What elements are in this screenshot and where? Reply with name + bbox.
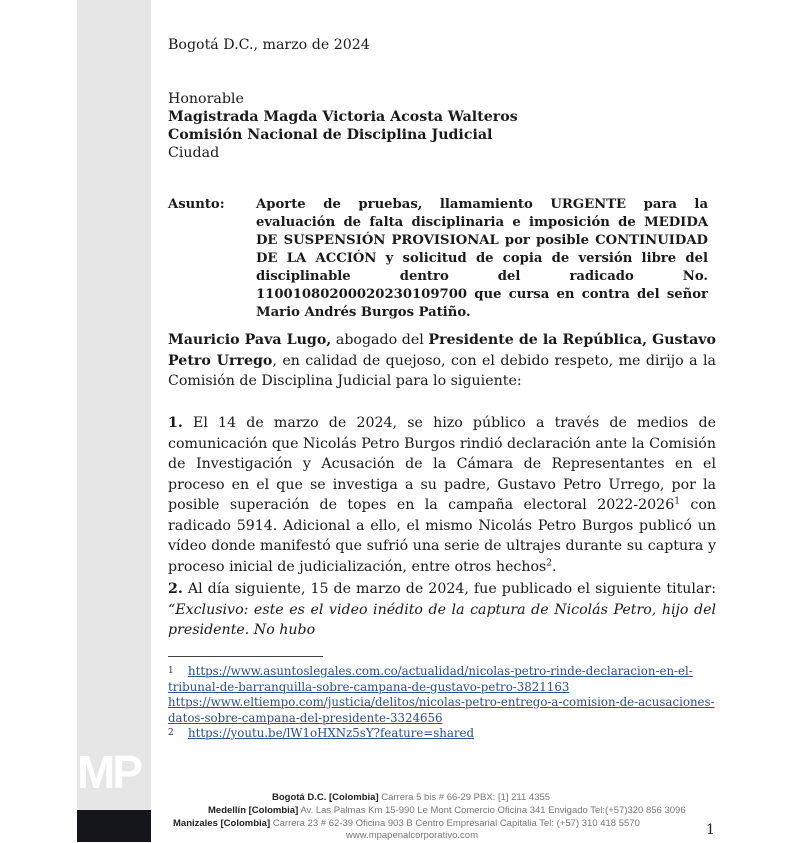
footer-medellin bbox=[208, 805, 686, 818]
footnote-1-number: 1 bbox=[168, 666, 174, 676]
firm-logo: MP bbox=[77, 746, 140, 798]
footer-medellin-address: Av. Las Palmas Km 15-990 Le Mont Comercio Oficina 341 Envigado Tel:(+57)320 856 3096 bbox=[298, 805, 686, 816]
footnotes bbox=[168, 664, 728, 742]
intro-rest: , en calidad de quejoso, con el debido respeto, me dirijo a la Comisión de Disciplina Judicial para lo siguiente: bbox=[168, 352, 717, 389]
footer-bogota bbox=[272, 792, 550, 805]
footnote-2-number: 2 bbox=[168, 728, 174, 738]
addressee-institution: Comisión Nacional de Disciplina Judicial bbox=[168, 127, 493, 143]
footnote-1-link-1[interactable]: https://www.asuntoslegales.com.co/actualidad/nicolas-petro-rinde-declaracion-en-el-tribunal-de-barranquilla-sobre-campana-de-gustavo-petro-3821163 bbox=[168, 664, 693, 694]
point-1-number: 1. bbox=[168, 415, 183, 431]
point-1-text-c: . bbox=[552, 558, 557, 575]
point-1-text-a: El 14 de marzo de 2024, se hizo público a través de medios de comunicación que Nicolás Petro Burgos rindió declaración ante la Comisión de Investigación y Acusación de la Cámara de Representantes en el proceso en el que se investiga a su padre, Gustavo Petro Urrego, por la posible superación de topes en la campaña electoral 2022-2026 bbox=[168, 415, 716, 513]
footnote-ref-1[interactable]: 1 bbox=[674, 496, 680, 507]
author-name: Mauricio Pava Lugo, bbox=[168, 332, 332, 348]
point-2-text: Al día siguiente, 15 de marzo de 2024, fue publicado el siguiente titular: bbox=[182, 581, 716, 597]
footer-bogota-address: Carrera 5 bis # 66-29 PBX: [1] 211 4355 bbox=[378, 792, 551, 803]
footer-manizales-city: Manizales [Colombia] bbox=[173, 818, 271, 829]
footer-manizales-address: Carrera 23 # 62-39 Oficina 903 B Centro Empresarial Capitalia Tel: (+57) 310 418 5570 bbox=[270, 818, 640, 829]
point-2-quote: “Exclusivo: este es el video inédito de la captura de Nicolás Petro, hijo del presidente. No hubo bbox=[168, 601, 716, 638]
addressee-salutation: Honorable bbox=[168, 91, 244, 107]
point-1-text-b: con radicado 5914. Adicional a ello, el mismo Nicolás Petro Burgos publicó un vídeo donde manifestó que sufrió una serie de ultrajes durante su captura y proceso inicial de judicialización, entre otros hechos bbox=[168, 497, 717, 575]
footnote-2 bbox=[168, 726, 728, 742]
addressee-name: Magistrada Magda Victoria Acosta Walteros bbox=[168, 109, 518, 125]
footnote-separator bbox=[168, 656, 323, 657]
addressee-block bbox=[168, 90, 518, 162]
subject-text: Aporte de pruebas, llamamiento URGENTE para la evaluación de falta disciplinaria e imposición de MEDIDA DE SUSPENSIÓN PROVISIONAL por posible CONTINUIDAD DE LA ACCIÓN y solicitud de copia de versión libre del disciplinable dentro del radicado No. 110010802000202301097​00 que cursa en contra del señor Mario Andrés Burgos Patiño. bbox=[256, 197, 708, 320]
intro-paragraph bbox=[168, 330, 716, 392]
footer-medellin-city: Medellín [Colombia] bbox=[208, 805, 299, 816]
subject-label: Asunto: bbox=[168, 197, 225, 212]
client-name: Presidente de la República, Gustavo Petro Urrego bbox=[168, 332, 716, 369]
letterhead-sidebar bbox=[77, 0, 151, 842]
page-number: 1 bbox=[706, 822, 715, 838]
sidebar-dark-block bbox=[77, 810, 151, 842]
addressee-city: Ciudad bbox=[168, 145, 220, 161]
point-1-paragraph bbox=[168, 413, 716, 577]
dateline: Bogotá D.C., marzo de 2024 bbox=[168, 37, 370, 53]
footer-bogota-city: Bogotá D.C. [Colombia] bbox=[272, 792, 379, 803]
footnote-1 bbox=[168, 664, 728, 695]
footer-manizales bbox=[173, 818, 640, 831]
subject-block bbox=[168, 196, 708, 322]
footnote-ref-2[interactable]: 2 bbox=[546, 557, 553, 568]
footnote-2-link-1[interactable]: https://youtu.be/lW1oHXNz5sY?feature=shared bbox=[188, 726, 475, 740]
point-2-number: 2. bbox=[168, 581, 183, 597]
point-2-paragraph bbox=[168, 579, 716, 641]
footnote-1-link-2[interactable]: https://www.eltiempo.com/justicia/delitos/nicolas-petro-entrego-a-comision-de-acusaciones-datos-sobre-campana-del-presidente-3324656 bbox=[168, 695, 715, 725]
intro-mid: abogado del bbox=[331, 332, 429, 348]
footer-website[interactable]: www.mpapenalcorporativo.com bbox=[346, 830, 479, 841]
footnote-1-extra bbox=[168, 695, 728, 726]
